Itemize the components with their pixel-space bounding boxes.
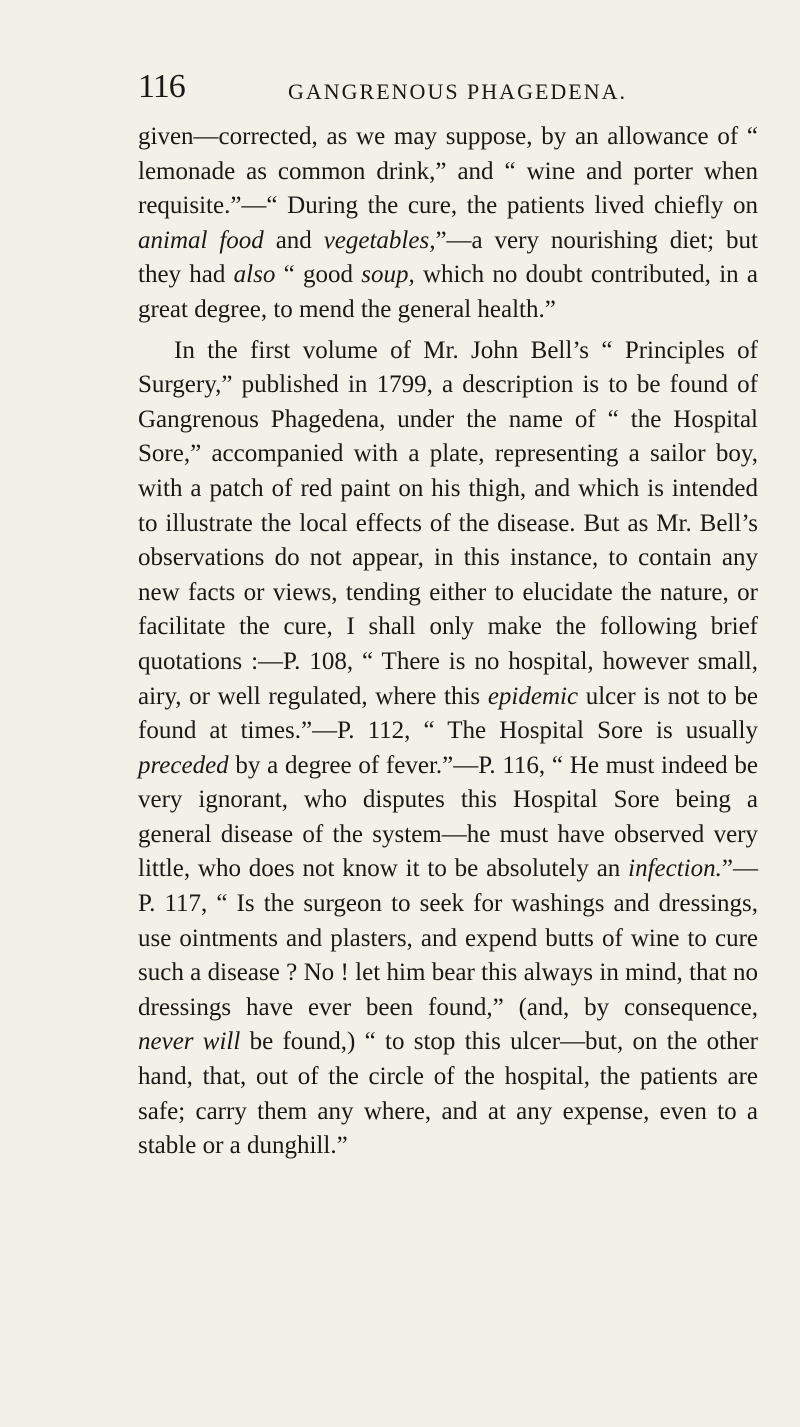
paragraph-1 [138, 120, 758, 328]
italic-text: never will [138, 1028, 241, 1056]
text-run: ulcer is not to be found at times.”—P. 112, “ The Hospital Sore is usually [138, 682, 758, 745]
text-run: by a degree of fever.”—P. 116, “ He must indeed be very ignorant, who disputes this Hospital Sore being a general disease of the system—he must have observed very little, who does not know it to be absolutely an [138, 751, 758, 883]
running-head: GANGRENOUS PHAGEDENA. [288, 79, 627, 104]
text-run: and [263, 226, 324, 254]
italic-text: preceded [138, 751, 229, 779]
text-run: which no doubt contributed, in a great degree, to mend the general health.” [138, 261, 758, 323]
text-run: ”—a very nourishing diet; but they had [138, 226, 758, 289]
text-run: given—corrected, as we may suppose, by an allowance of “ lemonade as common drink,” and “ wine and porter when requisite.”—“ During the cure, the patients lived chiefly on [138, 123, 758, 220]
text-run: be found,) “ to stop this ulcer—but, on the other hand, that, out of the circle of the hospital, the patients are safe; carry them any where, and at any expense, even to a stable or a dunghill.” [138, 1028, 758, 1160]
italic-text: animal food [138, 226, 264, 254]
page-header [138, 70, 778, 120]
italic-text: also [233, 261, 276, 289]
italic-text: epidemic [487, 682, 579, 710]
italic-text: soup, [361, 261, 415, 289]
page-number: 116 [138, 68, 185, 105]
italic-text: infection. [628, 855, 722, 883]
text-run: ”—P. 117, “ Is the surgeon to seek for washings and dressings, use ointments and plasters, and expend butts of wine to cure such a disease ? No ! let him bear this always in mind, that no dressings have ever been found,” (and, by consequence, [138, 855, 758, 1021]
page-body [138, 120, 758, 1164]
paragraph-2 [138, 334, 758, 1164]
text-run: In the first volume of Mr. John Bell’s “ Principles of Surgery,” published in 1799, a description is to be found of Gangrenous Phagedena, under the name of “ the Hospital Sore,” accompanied with a plate, representing a sailor boy, with a patch of red paint on his thigh, and which is intended to illustrate the local effects of the disease. But as Mr. Bell’s observations do not appear, in this instance, to contain any new facts or views, tending either to elucidate the nature, or facilitate the cure, I shall only make the following brief quotations :—P. 108, “ There is no hospital, however small, airy, or well regulated, where this [138, 336, 758, 710]
italic-text: vegetables, [323, 226, 436, 254]
text-run: “ good [275, 261, 362, 289]
